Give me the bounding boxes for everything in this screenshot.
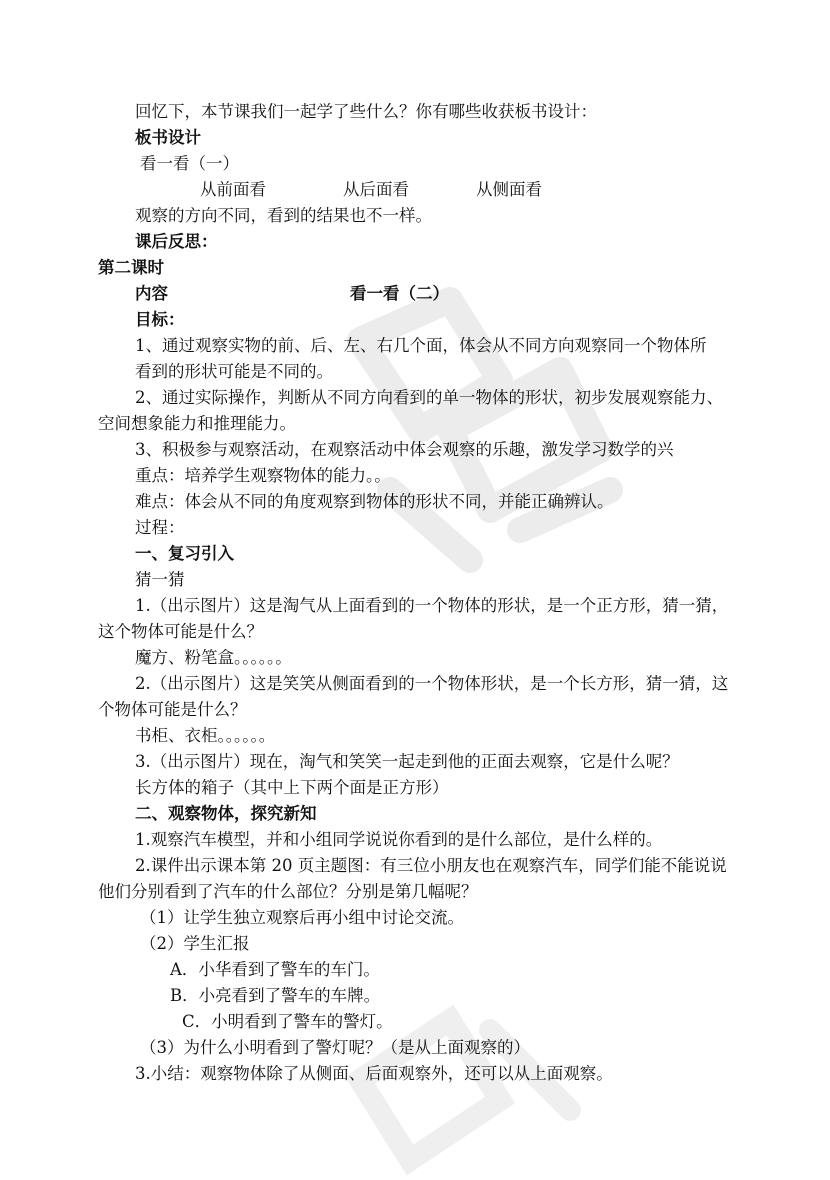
- text-line: 看一看（一）: [140, 154, 239, 173]
- board-column: 从前面看: [200, 180, 266, 199]
- text-line: 1、通过观察实物的前、后、左、右几个面，体会从不同方向观察同一个物体所: [135, 336, 707, 355]
- text-line: 长方体的箱子（其中上下两个面是正方形）: [135, 778, 449, 797]
- board-column: 从后面看: [343, 180, 409, 199]
- text-line: 3.小结：观察物体除了从侧面、后面观察外，还可以从上面观察。: [135, 1064, 613, 1083]
- list-item: B．小亮看到了警车的车牌。: [170, 986, 381, 1005]
- text-line: 他们分别看到了汽车的什么部位？分别是第几幅呢？: [98, 882, 478, 901]
- text-line: 个物体可能是什么？: [98, 700, 247, 719]
- board-column: 从侧面看: [476, 180, 542, 199]
- text-line: 观察的方向不同，看到的结果也不一样。: [135, 206, 432, 225]
- text-line: 难点：体会从不同的角度观察到物体的形状不同，并能正确辨认。: [135, 492, 614, 511]
- section-heading: 二、观察物体，探究新知: [135, 804, 317, 823]
- text-line: 2.课件出示课本第 20 页主题图：有三位小朋友也在观察汽车，同学们能不能说说: [135, 856, 727, 875]
- text-line: 看到的形状可能是不同的。: [135, 362, 333, 381]
- text-line: （3）为什么小明看到了警灯呢？（是从上面观察的）: [140, 1038, 530, 1057]
- text-line: 3、积极参与观察活动，在观察活动中体会观察的乐趣，激发学习数学的兴: [135, 440, 674, 459]
- text-line: 2.（出示图片）这是笑笑从侧面看到的一个物体形状，是一个长方形，猜一猜，这: [135, 674, 729, 693]
- content-label: 内容: [135, 284, 168, 303]
- list-item: A．小华看到了警车的车门。: [170, 960, 380, 979]
- text-line: 2、通过实际操作，判断从不同方向看到的单一物体的形状，初步发展观察能力、: [135, 388, 723, 407]
- list-item: C．小明看到了警车的警灯。: [182, 1012, 393, 1031]
- text-line: 1.观察汽车模型，并和小组同学说说你看到的是什么部位，是什么样的。: [135, 830, 663, 849]
- text-line: （1）让学生独立观察后再小组中讨论交流。: [140, 908, 464, 927]
- text-line: 回忆下，本节课我们一起学了些什么？你有哪些收获板书设计：: [135, 102, 597, 121]
- section-heading: 目标：: [135, 310, 185, 329]
- text-line: 1.（出示图片）这是淘气从上面看到的一个物体的形状，是一个正方形，猜一猜，: [135, 596, 729, 615]
- section-heading: 课后反思：: [135, 232, 218, 251]
- text-line: 书柜、衣柜。。。。。。: [135, 726, 276, 745]
- content-title: 看一看（二）: [350, 284, 449, 303]
- text-line: 空间想象能力和推理能力。: [98, 414, 296, 433]
- text-line: 3.（出示图片）现在，淘气和笑笑一起走到他的正面去观察，它是什么呢？: [135, 752, 679, 771]
- section-heading: 板书设计: [135, 128, 201, 147]
- text-line: （2）学生汇报: [140, 934, 250, 953]
- text-line: 猜一猜: [135, 570, 185, 589]
- lesson-heading: 第二课时: [98, 258, 164, 277]
- text-line: 这个物体可能是什么？: [98, 622, 263, 641]
- text-line: 魔方、粉笔盒。。。。。。: [135, 648, 292, 667]
- section-heading: 一、复习引入: [135, 544, 234, 563]
- text-line: 过程：: [135, 518, 185, 537]
- text-line: 重点：培养学生观察物体的能力。。: [135, 466, 391, 485]
